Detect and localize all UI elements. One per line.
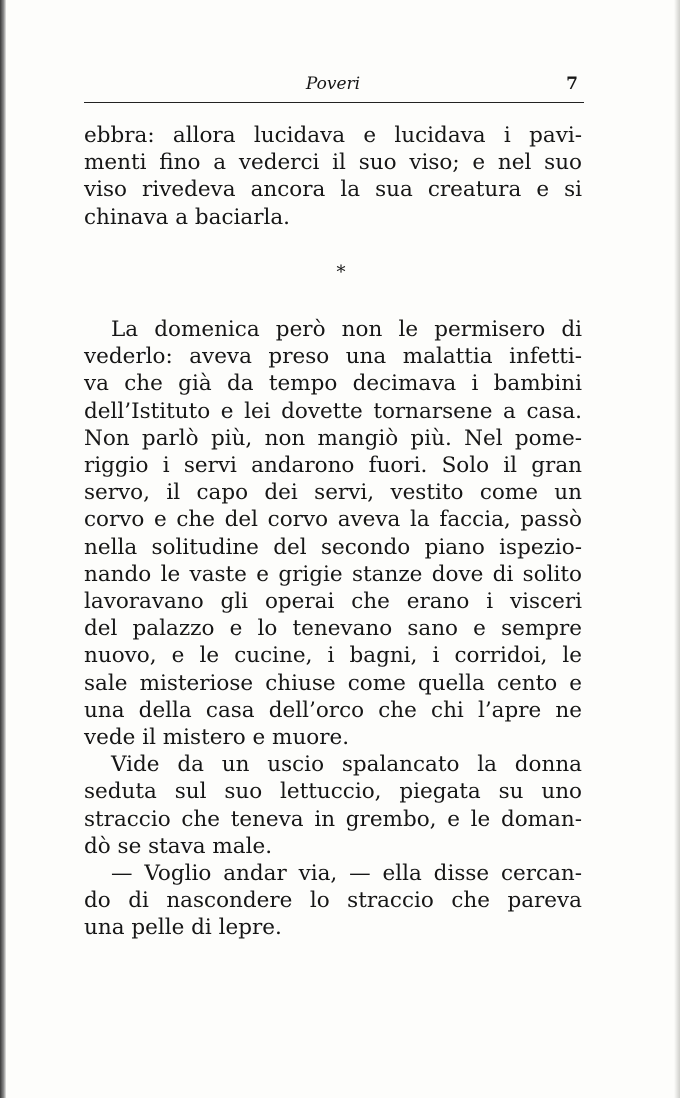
text-line: vederlo: aveva preso una malattia infetti- — [84, 344, 582, 370]
running-title: Poveri — [305, 74, 361, 94]
text-line: Vide da un uscio spalancato la donna — [111, 752, 582, 778]
section-separator-asterisk: * — [336, 262, 346, 283]
text-line: una pelle di lepre. — [84, 915, 282, 941]
text-line: servo, il capo dei servi, vestito come un — [84, 480, 582, 506]
page-number: 7 — [566, 74, 578, 94]
text-line: va che già da tempo decimava i bambini — [84, 371, 582, 397]
text-line: Non parlò più, non mangiò più. Nel pome- — [84, 425, 582, 451]
text-line: do di nascondere lo straccio che pareva — [84, 888, 582, 914]
text-line: lavoravano gli operai che erano i visceri — [84, 589, 582, 615]
page-header — [84, 74, 582, 98]
text-line: viso rivedeva ancora la sua creatura e si — [84, 177, 582, 203]
text-line: una della casa dell’orco che chi l’apre ne — [84, 697, 582, 723]
page-edge-shadow — [674, 0, 680, 1098]
text-line: del palazzo e lo tenevano sano e sempre — [84, 616, 582, 642]
text-line: nuovo, e le cucine, i bagni, i corridoi, le — [84, 643, 582, 669]
text-line: seduta sul suo lettuccio, piegata su uno — [84, 779, 582, 805]
text-line: nando le vaste e grigie stanze dove di solito — [84, 561, 582, 587]
body-text — [84, 316, 582, 942]
header-rule — [84, 102, 584, 103]
text-line: straccio che teneva in grembo, e le doman- — [84, 806, 582, 832]
text-line: dò se stava male. — [84, 833, 273, 859]
text-line: La domenica però non le permisero di — [111, 317, 582, 342]
text-line: menti fino a vederci il suo viso; e nel suo — [84, 150, 582, 176]
text-line: corvo e che del corvo aveva la faccia, passò — [84, 507, 582, 533]
text-line: ebbra: allora lucidava e lucidava i pavi- — [84, 123, 582, 148]
text-line: — Voglio andar via, — ella disse cercan- — [111, 861, 582, 887]
text-line: sale misteriose chiuse come quella cento e — [84, 670, 582, 696]
page-spine-shadow — [0, 0, 6, 1098]
text-line: dell’Istituto e lei dovette tornarsene a casa. — [84, 398, 582, 424]
text-line: nella solitudine del secondo piano ispezio- — [84, 534, 582, 560]
text-line: riggio i servi andarono fuori. Solo il gran — [84, 453, 582, 479]
text-line: vede il mistero e muore. — [84, 725, 350, 751]
paragraph-continued — [84, 122, 582, 231]
text-line: chinava a baciarla. — [84, 204, 291, 230]
